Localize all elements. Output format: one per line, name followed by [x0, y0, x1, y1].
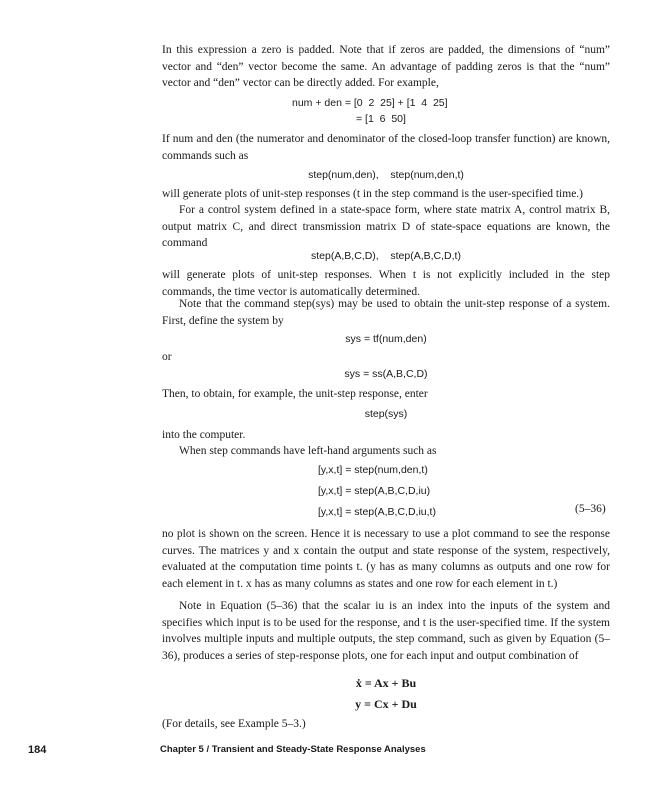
command-sys-tf: sys = tf(num,den): [345, 333, 427, 345]
state-equation-y-text: y = Cx + Du: [355, 697, 417, 711]
equation-num-plus-den: num + den = [0 2 25] + [1 4 25]: [292, 97, 448, 109]
state-equation-y: [162, 697, 610, 712]
equation-num-plus-den-result: = [1 6 50]: [356, 113, 406, 125]
paragraph-for-details: (For details, see Example 5–3.): [162, 718, 306, 730]
paragraph-zero-padding: In this expression a zero is padded. Note that if zeros are padded, the dimensions of “num” vector and “den” vector become the same. An advantage of padding zeros is that the “num” vector and “den” vector can be directly added. For example,: [162, 44, 610, 89]
paragraph-step-sys: Note that the command step(sys) may be used to obtain the unit-step response of a system. First, define the system by: [162, 298, 610, 327]
command-step-abcd: step(A,B,C,D), step(A,B,C,D,t): [311, 250, 461, 262]
running-footer-chapter: Chapter 5 / Transient and Steady-State Response Analyses: [160, 744, 426, 755]
state-equation-xdot: [162, 676, 610, 691]
equation-label-5-36: (5–36): [575, 503, 606, 515]
command-step-sys: step(sys): [364, 408, 408, 420]
paragraph-scalar-iu: Note in Equation (5–36) that the scalar iu is an index into the inputs of the system and specifies which input is to be used for the response, and t is the user-specified time. If the system involves multiple inputs and multiple outputs, the step command, such as given by Equation (5–36), produces a series of step-response plots, one for each input and output combination of: [162, 600, 610, 662]
command-step-num-den: step(num,den), step(num,den,t): [308, 169, 464, 181]
command-yxt-step-num-den: [y,x,t] = step(num,den,t): [318, 464, 428, 476]
paragraph-state-space-form: For a control system defined in a state-space form, where state matrix A, control matrix B, output matrix C, and direct transmission matrix D of state-space equations are known, the command: [162, 204, 610, 249]
paragraph-left-hand-arguments: When step commands have left-hand arguments such as: [179, 445, 437, 457]
state-equation-xdot-text: ẋ = Ax + Bu: [355, 676, 417, 690]
command-yxt-step-abcd-iu-t: [y,x,t] = step(A,B,C,D,iu,t): [318, 506, 436, 518]
paragraph-into-computer: into the computer.: [162, 429, 246, 441]
command-sys-ss: sys = ss(A,B,C,D): [344, 368, 428, 380]
command-yxt-step-abcd-iu: [y,x,t] = step(A,B,C,D,iu): [318, 485, 431, 497]
page-number: 184: [28, 744, 47, 756]
paragraph-num-den-known: If num and den (the numerator and denominator of the closed-loop transfer function) are known, commands such as: [162, 133, 610, 162]
text-or: or: [162, 351, 172, 363]
paragraph-no-plot-shown: no plot is shown on the screen. Hence it is necessary to use a plot command to see the response curves. The matrices y and x contain the output and state response of the system, respectively, evaluated at the computation time points t. (y has as many columns as outputs and one row for each element in t. x has as many columns as states and one row for each element in t.): [162, 528, 610, 590]
paragraph-then-enter: Then, to obtain, for example, the unit-step response, enter: [162, 388, 428, 400]
paragraph-unit-step-plots: will generate plots of unit-step responses (t in the step command is the user-specified time.): [162, 188, 584, 200]
paragraph-time-vector: will generate plots of unit-step responses. When t is not explicitly included in the step commands, the time vector is automatically determined.: [162, 269, 610, 298]
